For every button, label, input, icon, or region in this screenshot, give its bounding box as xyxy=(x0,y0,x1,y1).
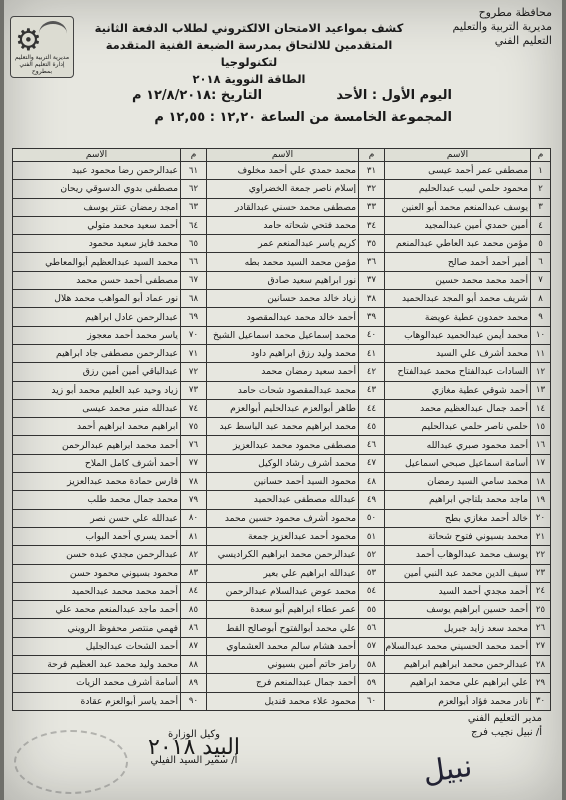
student-name: زياد خالد محمد حسانين xyxy=(207,290,359,308)
table-row xyxy=(13,601,551,619)
table-row xyxy=(13,235,551,253)
student-name: أحمد محمد محمد حسين xyxy=(385,271,531,289)
student-name: عمر عطاء ابراهيم أبو سعدة xyxy=(207,601,359,619)
table-row xyxy=(13,509,551,527)
directorate-label: مديرية التربية والتعليم xyxy=(452,20,552,33)
student-name: محمد فتحي شحاته حامد xyxy=(207,216,359,234)
student-name: محمد وليد محمد عبد العظيم فرحة xyxy=(13,656,181,674)
signatory-name: أ/ نبيل نجيب فرج xyxy=(471,727,542,738)
row-number: ٦٦ xyxy=(181,253,207,271)
students-table xyxy=(12,148,551,711)
student-name: مصطفى عمر أحمد عيسى xyxy=(385,162,531,180)
student-name: مصطفى محمود محمد عبدالعزيز xyxy=(207,436,359,454)
row-number: ٢٧ xyxy=(531,637,551,655)
row-number: ٢٢ xyxy=(531,546,551,564)
table-row xyxy=(13,656,551,674)
row-number: ٣٨ xyxy=(359,290,385,308)
row-number: ٤٦ xyxy=(359,436,385,454)
student-name: عبدالله ابراهيم علي بعير xyxy=(207,564,359,582)
table-row xyxy=(13,399,551,417)
row-number: ٨ xyxy=(531,290,551,308)
student-name: السادات عبدالفتاح محمد عبدالفتاح xyxy=(385,363,531,381)
row-number: ٢٣ xyxy=(531,564,551,582)
row-number: ٦ xyxy=(531,253,551,271)
student-name: سيف الدين محمد عبد النبي أمين xyxy=(385,564,531,582)
row-number: ٤٣ xyxy=(359,381,385,399)
row-number: ٢٠ xyxy=(531,509,551,527)
table-row xyxy=(13,326,551,344)
row-number: ٦٨ xyxy=(181,290,207,308)
row-number: ٢٥ xyxy=(531,601,551,619)
directorate-logo xyxy=(10,16,74,78)
table-row xyxy=(13,363,551,381)
table-row xyxy=(13,436,551,454)
student-name: عبدالله منير محمد عيسى xyxy=(13,399,181,417)
row-number: ٨٦ xyxy=(181,619,207,637)
row-number: ٤١ xyxy=(359,344,385,362)
title-line-2: المتقدمين للالتحاق بمدرسة الضبعة الفنية المتقدمة لتكنولوجيا xyxy=(105,38,393,69)
row-number: ١٤ xyxy=(531,399,551,417)
student-name: أحمد ياسر أبوالعزم عقادة xyxy=(13,692,181,710)
row-number: ٣٥ xyxy=(359,235,385,253)
row-number: ١٥ xyxy=(531,418,551,436)
student-name: أحمد ماجد عبدالمنعم محمد علي xyxy=(13,601,181,619)
student-name: محمد إسماعيل محمد اسماعيل الشيخ xyxy=(207,326,359,344)
issuer-header xyxy=(392,6,552,48)
row-number: ٥٧ xyxy=(359,637,385,655)
row-number: ٨٧ xyxy=(181,637,207,655)
student-name: محمد وليد رزق ابراهيم داود xyxy=(207,344,359,362)
student-name: نادر محمد فؤاد أبوالعزم xyxy=(385,692,531,710)
student-name: أحمد الشحات عبدالجليل xyxy=(13,637,181,655)
student-name: أحمد خالد محمد عبدالمقصود xyxy=(207,308,359,326)
student-name: فارس حمادة محمد عبدالعزيز xyxy=(13,473,181,491)
row-number: ٧٤ xyxy=(181,399,207,417)
student-name: عبدالباقي أمين أمين رزق xyxy=(13,363,181,381)
row-number: ٣٦ xyxy=(359,253,385,271)
student-name: علي محمد أبوالفتوح أبوصالح القط xyxy=(207,619,359,637)
student-name: أحمد أشرف كامل الملاح xyxy=(13,454,181,472)
row-number: ١ xyxy=(531,162,551,180)
row-number: ٨٥ xyxy=(181,601,207,619)
student-name: طاهر أبوالعزم عبدالحليم أبوالعزم xyxy=(207,399,359,417)
student-name: فهمي منتصر محفوظ الرويني xyxy=(13,619,181,637)
table-row xyxy=(13,692,551,710)
table-row xyxy=(13,253,551,271)
table-row xyxy=(13,180,551,198)
row-number: ٧٨ xyxy=(181,473,207,491)
signatory-name: أ/ سمير السيد الفيلي xyxy=(150,755,238,766)
student-name: امجد رمضان عنتر يوسف xyxy=(13,198,181,216)
title-line-3: الطاقة النووية ٢٠١٨ xyxy=(192,72,306,86)
row-number: ٢٦ xyxy=(531,619,551,637)
student-name: مصطفى محمد حسني عبدالقادر xyxy=(207,198,359,216)
student-name: يوسف عبدالمنعم محمد أبو العنين xyxy=(385,198,531,216)
row-number: ٥٨ xyxy=(359,656,385,674)
student-name: أحمد حسين ابراهيم يوسف xyxy=(385,601,531,619)
table-row xyxy=(13,344,551,362)
student-name: محمد بسيوني فتوح شحاتة xyxy=(385,527,531,545)
student-name: أحمد محمود صبري عبدالله xyxy=(385,436,531,454)
technical-director-signature-block xyxy=(342,712,542,740)
row-number: ٧٢ xyxy=(181,363,207,381)
student-name: عبدالله مصطفى عبدالحميد xyxy=(207,491,359,509)
row-number: ٤٢ xyxy=(359,363,385,381)
row-number: ٧٩ xyxy=(181,491,207,509)
signatory-title: وكيل الوزارة xyxy=(167,729,221,740)
row-number: ٨١ xyxy=(181,527,207,545)
row-number: ١٩ xyxy=(531,491,551,509)
student-name: محمد أشرف رشاد الوكيل xyxy=(207,454,359,472)
student-name: محمود حلمي لبيب عبدالحليم xyxy=(385,180,531,198)
student-name: محمد عبدالمقصود شحات حامد xyxy=(207,381,359,399)
row-number: ٧٦ xyxy=(181,436,207,454)
table-row xyxy=(13,637,551,655)
student-name: شريف محمد أبو المجد عبدالحميد xyxy=(385,290,531,308)
student-name: أسامة أشرف محمد الزيات xyxy=(13,674,181,692)
student-name: محمد عوض عبدالسلام عبدالرحمن xyxy=(207,582,359,600)
handwritten-signature: نبيل xyxy=(420,748,475,791)
row-number: ٢٤ xyxy=(531,582,551,600)
signatory-title: مدير التعليم الفني xyxy=(467,713,542,724)
student-name: محمد السيد عبدالعظيم أبوالمعاطي xyxy=(13,253,181,271)
row-number: ٦١ xyxy=(181,162,207,180)
table-row xyxy=(13,564,551,582)
student-name: أحمد محمد محمد عبدالحميد xyxy=(13,582,181,600)
student-name: محمد ابراهيم محمد عبد الباسط عبد xyxy=(207,418,359,436)
student-name: أمير أحمد أحمد صالح xyxy=(385,253,531,271)
table-row xyxy=(13,290,551,308)
student-name: عبدالرحمن عادل ابراهيم xyxy=(13,308,181,326)
student-name: كريم ياسر عبدالمنعم عمر xyxy=(207,235,359,253)
wave-icon xyxy=(39,21,67,46)
student-name: محمد جمال محمد طلب xyxy=(13,491,181,509)
student-name: خالد أحمد مغازي بطح xyxy=(385,509,531,527)
student-name: رامز حاتم أمين بسيوني xyxy=(207,656,359,674)
student-name: مؤمن محمد السيد محمد بطه xyxy=(207,253,359,271)
student-name: علي ابراهيم علي محمد ابراهيم xyxy=(385,674,531,692)
student-name: عبدالرحمن محمد ابراهيم ابراهيم xyxy=(385,656,531,674)
student-name: عبدالرحمن محمد ابراهيم الكراديسي xyxy=(207,546,359,564)
student-name: يوسف محمد عبدالوهاب أحمد xyxy=(385,546,531,564)
row-number: ٧٣ xyxy=(181,381,207,399)
row-number: ٧ xyxy=(531,271,551,289)
student-name: عبدالرحمن رضا محمود عبيد xyxy=(13,162,181,180)
row-number: ٧١ xyxy=(181,344,207,362)
table-row xyxy=(13,198,551,216)
student-name: محمود السيد أحمد حسانين xyxy=(207,473,359,491)
row-number: ٣١ xyxy=(359,162,385,180)
table-row xyxy=(13,216,551,234)
table-row xyxy=(13,473,551,491)
row-number: ٥٩ xyxy=(359,674,385,692)
row-number: ١١ xyxy=(531,344,551,362)
row-number: ١٧ xyxy=(531,454,551,472)
student-name: أحمد شوقي عطية مغازي xyxy=(385,381,531,399)
table-row xyxy=(13,491,551,509)
student-name: محمود أحمد عبدالعزيز جمعة xyxy=(207,527,359,545)
row-number: ٣٩ xyxy=(359,308,385,326)
student-name: أسامة اسماعيل صبحي اسماعيل xyxy=(385,454,531,472)
undersecretary-signature-block xyxy=(114,728,274,767)
student-name: أحمد سعيد محمد متولي xyxy=(13,216,181,234)
student-name: أحمد هشام سالم محمد العشماوي xyxy=(207,637,359,655)
student-name: أحمد مجدي أحمد السيد xyxy=(385,582,531,600)
row-number: ٤٧ xyxy=(359,454,385,472)
gear-icon: ⚙ xyxy=(15,23,42,58)
row-number: ٦٤ xyxy=(181,216,207,234)
student-name: نور ابراهيم سعيد صادق xyxy=(207,271,359,289)
row-number: ٣٤ xyxy=(359,216,385,234)
row-number: ٧٠ xyxy=(181,326,207,344)
row-number: ٢ xyxy=(531,180,551,198)
row-number: ٦٣ xyxy=(181,198,207,216)
row-number: ٦٥ xyxy=(181,235,207,253)
table-row xyxy=(13,619,551,637)
row-number: ٢١ xyxy=(531,527,551,545)
column-header-number: م xyxy=(359,149,385,162)
student-name: نور عماد أبو المواهب محمد هلال xyxy=(13,290,181,308)
exam-date: التاريخ :١٢/٨/٢٠١٨ م xyxy=(132,88,263,103)
student-name: محمد أيمن عبدالحميد عبدالوهاب xyxy=(385,326,531,344)
row-number: ٥٥ xyxy=(359,601,385,619)
row-number: ١٢ xyxy=(531,363,551,381)
row-number: ٣٢ xyxy=(359,180,385,198)
row-number: ٥٦ xyxy=(359,619,385,637)
table-body xyxy=(13,162,551,711)
row-number: ٨٣ xyxy=(181,564,207,582)
document-title xyxy=(84,20,414,88)
row-number: ٨٨ xyxy=(181,656,207,674)
row-number: ٤٥ xyxy=(359,418,385,436)
row-number: ٢٩ xyxy=(531,674,551,692)
student-name: حلمي ناصر حلمي عبدالحليم xyxy=(385,418,531,436)
student-name: أمين حمدي أمين عبدالمجيد xyxy=(385,216,531,234)
exam-group: المجموعة الخامسة من الساعة ١٢,٢٠ : ١٢,٥٥ م xyxy=(154,110,452,125)
table-row xyxy=(13,162,551,180)
student-name: أحمد يسري أحمد البواب xyxy=(13,527,181,545)
student-name: محمد سعد زايد جبريل xyxy=(385,619,531,637)
student-name: محمد فايز سعيد محمود xyxy=(13,235,181,253)
student-name: عبدالرحمن مجدي عبده حسن xyxy=(13,546,181,564)
row-number: ٣٣ xyxy=(359,198,385,216)
row-number: ٧٥ xyxy=(181,418,207,436)
row-number: ٤٨ xyxy=(359,473,385,491)
student-name: محمد حمدي علي أحمد مخلوف xyxy=(207,162,359,180)
student-name: زياد وحيد عبد العليم محمد أبو زيد xyxy=(13,381,181,399)
column-header-name: الاسم xyxy=(385,149,531,162)
row-number: ٥١ xyxy=(359,527,385,545)
row-number: ٥٤ xyxy=(359,582,385,600)
column-header-number: م xyxy=(531,149,551,162)
student-name: أحمد جمال عبدالمنعم فرج xyxy=(207,674,359,692)
row-number: ١٠ xyxy=(531,326,551,344)
row-number: ٩٠ xyxy=(181,692,207,710)
schedule-day-line xyxy=(132,88,452,103)
table-row xyxy=(13,454,551,472)
table-row xyxy=(13,418,551,436)
row-number: ٦٧ xyxy=(181,271,207,289)
row-number: ٦٩ xyxy=(181,308,207,326)
student-name: ياسر محمد أحمد معجوز xyxy=(13,326,181,344)
row-number: ٧٧ xyxy=(181,454,207,472)
row-number: ٥٢ xyxy=(359,546,385,564)
student-name: مؤمن محمد عبد العاطي عبدالمنعم xyxy=(385,235,531,253)
row-number: ٥ xyxy=(531,235,551,253)
student-name: عبدالرحمن مصطفى جاد ابراهيم xyxy=(13,344,181,362)
student-name: محمد أشرف علي السيد xyxy=(385,344,531,362)
student-name: مصطفى أحمد حسن محمد xyxy=(13,271,181,289)
row-number: ٣٠ xyxy=(531,692,551,710)
table-row xyxy=(13,582,551,600)
row-number: ١٣ xyxy=(531,381,551,399)
student-name: عبدالله علي حسن نصر xyxy=(13,509,181,527)
row-number: ٩ xyxy=(531,308,551,326)
student-name: محمود بسيوني محمود حسن xyxy=(13,564,181,582)
department-label: التعليم الفني xyxy=(494,34,552,47)
student-name: محمد حمدون عطية عويضة xyxy=(385,308,531,326)
title-line-1: كشف بمواعيد الامتحان الالكتروني لطلاب الدفعة الثانية xyxy=(94,21,404,35)
row-number: ٢٨ xyxy=(531,656,551,674)
table-row xyxy=(13,546,551,564)
table-row xyxy=(13,308,551,326)
row-number: ٥٠ xyxy=(359,509,385,527)
row-number: ٦٠ xyxy=(359,692,385,710)
document-page xyxy=(4,0,562,800)
student-name: إسلام ناصر جمعة الخضراوي xyxy=(207,180,359,198)
row-number: ٤٩ xyxy=(359,491,385,509)
column-header-name: الاسم xyxy=(207,149,359,162)
student-name: ابراهيم محمد ابراهيم أحمد xyxy=(13,418,181,436)
exam-day: اليوم الأول : الأحد xyxy=(336,88,452,103)
student-name: أحمد محمد الحسيني محمد عبدالسلام xyxy=(385,637,531,655)
governorate-label: محافظة مطروح xyxy=(478,6,552,19)
column-header-name: الاسم xyxy=(13,149,181,162)
student-name: أحمد جمال عبدالعظيم محمد xyxy=(385,399,531,417)
row-number: ٤٠ xyxy=(359,326,385,344)
table-row xyxy=(13,527,551,545)
table-row xyxy=(13,381,551,399)
official-stamp xyxy=(14,730,128,794)
handwritten-signature: البيد ٢٠١٨ xyxy=(148,735,240,760)
table-header-row xyxy=(13,149,551,162)
student-name: أحمد سعيد رمضان محمد xyxy=(207,363,359,381)
column-header-number: م xyxy=(181,149,207,162)
student-name: محمود علاء محمد قنديل xyxy=(207,692,359,710)
logo-caption: مديرية التربية والتعليم إدارة التعليم الفني بمطروح xyxy=(14,54,70,75)
student-name: أحمد محمد ابراهيم عبدالرحمن xyxy=(13,436,181,454)
row-number: ٤٤ xyxy=(359,399,385,417)
row-number: ٨٤ xyxy=(181,582,207,600)
row-number: ٣ xyxy=(531,198,551,216)
table-row xyxy=(13,271,551,289)
row-number: ٦٢ xyxy=(181,180,207,198)
table-row xyxy=(13,674,551,692)
student-name: مصطفى بدوي الدسوقي ريحان xyxy=(13,180,181,198)
row-number: ٣٧ xyxy=(359,271,385,289)
row-number: ٨٠ xyxy=(181,509,207,527)
row-number: ٨٩ xyxy=(181,674,207,692)
student-name: محمود أشرف محمود حسين محمد xyxy=(207,509,359,527)
student-name: محمد سامي السيد رمضان xyxy=(385,473,531,491)
row-number: ٨٢ xyxy=(181,546,207,564)
row-number: ٥٣ xyxy=(359,564,385,582)
row-number: ٤ xyxy=(531,216,551,234)
row-number: ١٨ xyxy=(531,473,551,491)
student-name: ماجد محمد بلتاجي ابراهيم xyxy=(385,491,531,509)
row-number: ١٦ xyxy=(531,436,551,454)
